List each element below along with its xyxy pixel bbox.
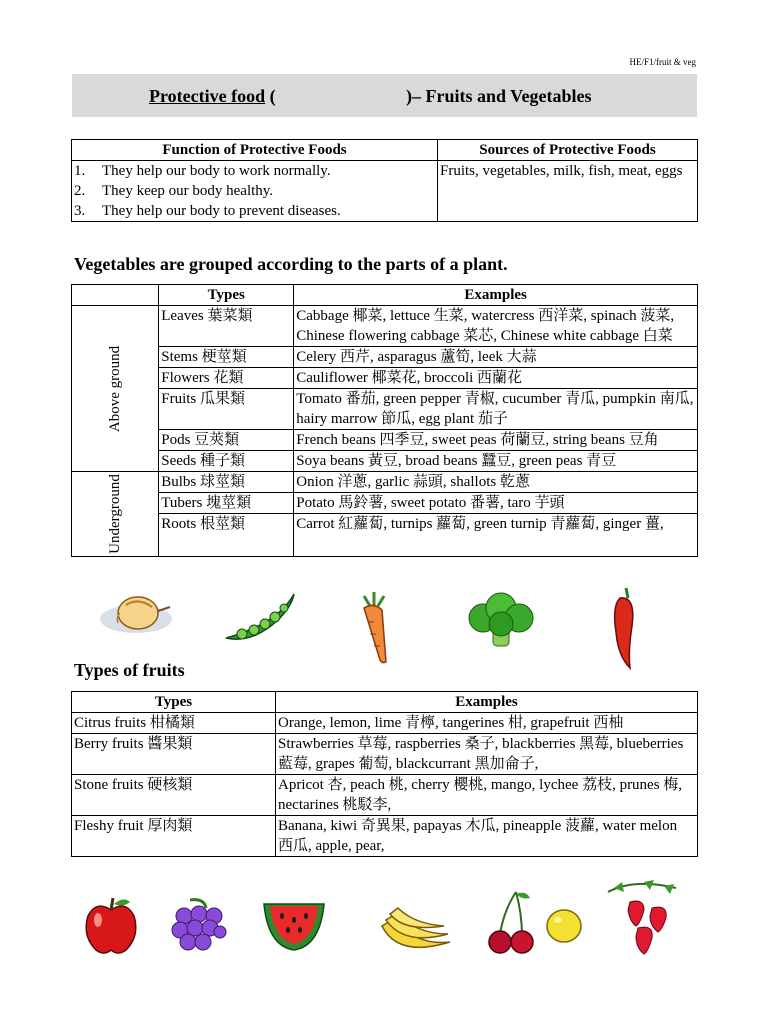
veg-examples: Onion 洋蔥, garlic 蒜頭, shallots 乾蔥	[294, 472, 698, 493]
title-right: )– Fruits and Vegetables	[406, 86, 592, 106]
side-header-blank	[72, 285, 159, 306]
function-list	[72, 161, 438, 222]
fruit-examples: Strawberries 草莓, raspberries 桑子, blackberries 黑莓, blueberries 藍莓, grapes 葡萄, blackcurrant 黑加侖子,	[276, 734, 698, 775]
fruit-examples: Banana, kiwi 奇異果, papayas 木瓜, pineapple 菠蘿, water melon 西瓜, apple, pear,	[276, 816, 698, 857]
fruit-type: Citrus fruits 柑橘類	[72, 713, 276, 734]
veg-type: Fruits 瓜果類	[159, 389, 294, 430]
veg-type: Leaves 葉菜類	[159, 306, 294, 347]
strawberries-icon	[604, 878, 682, 956]
underground-label: Underground	[72, 472, 159, 557]
onion-icon	[96, 593, 172, 637]
veg-examples: Soya beans 黃豆, broad beans 蠶豆, green peas 青豆	[294, 451, 698, 472]
fruits-heading: Types of fruits	[74, 660, 185, 680]
sources-header: Sources of Protective Foods	[438, 140, 698, 161]
veg-types-header: Types	[159, 285, 294, 306]
veg-type: Seeds 種子類	[159, 451, 294, 472]
pea-pod-icon	[222, 590, 298, 648]
veg-examples: Cauliflower 椰菜花, broccoli 西蘭花	[294, 368, 698, 389]
carrot-icon	[352, 590, 394, 666]
veg-examples: French beans 四季豆, sweet peas 荷蘭豆, string beans 豆角	[294, 430, 698, 451]
title-banner	[72, 74, 697, 117]
fruit-examples-header: Examples	[276, 692, 698, 713]
veg-examples-header: Examples	[294, 285, 698, 306]
vegetables-table	[71, 284, 698, 557]
fruits-table	[71, 691, 698, 857]
veg-type: Stems 梗莖類	[159, 347, 294, 368]
fruit-type: Stone fruits 硬核類	[72, 775, 276, 816]
sources-cell: Fruits, vegetables, milk, fish, meat, eggs	[438, 161, 698, 222]
veg-type: Pods 豆莢類	[159, 430, 294, 451]
protective-foods-table	[71, 139, 698, 222]
fruit-examples: Apricot 杏, peach 桃, cherry 櫻桃, mango, lychee 荔枝, prunes 梅, nectarines 桃駁李,	[276, 775, 698, 816]
lemon-icon	[544, 906, 584, 946]
veg-type: Flowers 花類	[159, 368, 294, 389]
function-item: 2. They keep our body healthy.	[74, 183, 274, 199]
title-left: Protective food (	[149, 86, 276, 106]
veg-examples: Tomato 番茄, green pepper 青椒, cucumber 青瓜, pumpkin 南瓜, hairy marrow 節瓜, egg plant 茄子	[294, 389, 698, 430]
document-code: HE/F1/fruit & veg	[629, 57, 696, 67]
function-item: 1. They help our body to work normally.	[74, 163, 331, 179]
veg-examples: Carrot 紅蘿蔔, turnips 蘿蔔, green turnip 青蘿蔔, ginger 薑,	[294, 514, 698, 557]
fruit-examples: Orange, lemon, lime 青檸, tangerines 柑, grapefruit 西柚	[276, 713, 698, 734]
bananas-icon	[378, 906, 454, 960]
veg-type: Tubers 塊莖類	[159, 493, 294, 514]
function-header: Function of Protective Foods	[72, 140, 438, 161]
grapes-icon	[170, 898, 228, 954]
fruit-type: Berry fruits 醬果類	[72, 734, 276, 775]
fruit-types-header: Types	[72, 692, 276, 713]
vegetables-heading: Vegetables are grouped according to the parts of a plant.	[74, 254, 508, 274]
cherries-icon	[486, 890, 534, 956]
function-item: 3. They help our body to prevent diseases.	[74, 203, 341, 219]
broccoli-icon	[463, 592, 539, 650]
watermelon-icon	[262, 900, 326, 952]
veg-examples: Potato 馬鈴薯, sweet potato 番薯, taro 芋頭	[294, 493, 698, 514]
above-ground-label: Above ground	[72, 306, 159, 472]
chili-pepper-icon	[608, 586, 642, 670]
veg-type: Bulbs 球莖類	[159, 472, 294, 493]
veg-examples: Cabbage 椰菜, lettuce 生菜, watercress 西洋菜, spinach 菠菜, Chinese flowering cabbage 菜芯, Chinese white cabbage 白菜	[294, 306, 698, 347]
fruit-type: Fleshy fruit 厚肉類	[72, 816, 276, 857]
apple-icon	[82, 896, 140, 956]
veg-examples: Celery 西芹, asparagus 蘆筍, leek 大蒜	[294, 347, 698, 368]
veg-type: Roots 根莖類	[159, 514, 294, 557]
